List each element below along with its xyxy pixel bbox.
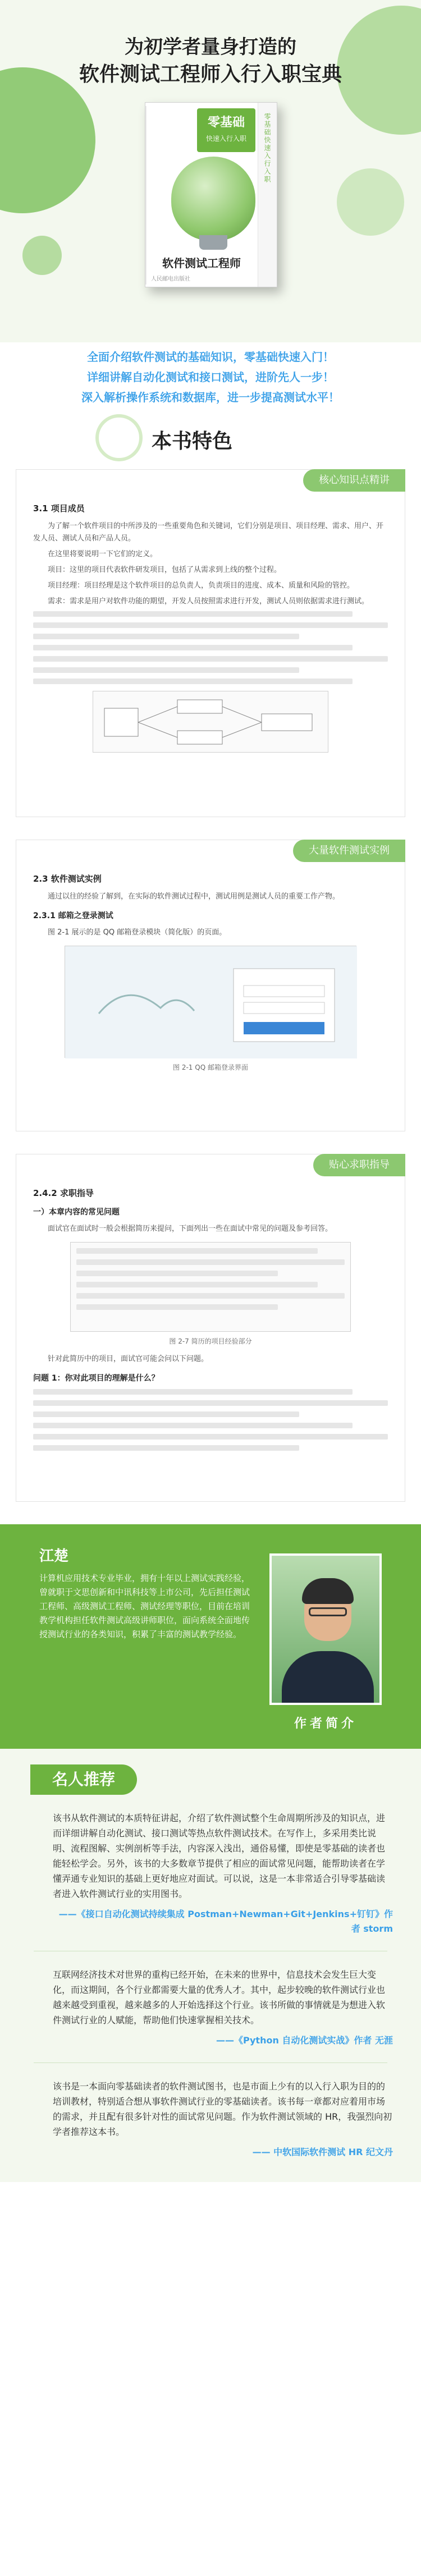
feature-tag: 贴心求职指导 [313, 1154, 405, 1176]
book-publisher: 人民邮电出版社 [151, 276, 190, 282]
recommend-source: —— 中软国际软件测试 HR 纪文丹 [252, 2147, 393, 2157]
recommend-source: ——《接口自动化测试持续集成 Postman+Newman+Git+Jenkins+钉钉》作者 storm [58, 1909, 393, 1934]
book-badge-line2: 快速入行入职 [205, 135, 246, 143]
recommend-source: ——《Python 自动化测试实战》作者 无涯 [216, 2035, 393, 2046]
book-badge [197, 108, 255, 152]
text-line [33, 1389, 353, 1395]
text-line [33, 1411, 299, 1417]
author-label: 作者简介 [294, 1717, 357, 1731]
lightbulb-illustration [171, 157, 255, 241]
text-line [33, 1445, 299, 1451]
feature-paragraph: 需求：需求是用户对软件功能的期望，开发人员按照需求进行开发，测试人员则依据需求进行测试。 [48, 597, 369, 606]
intro-lines [0, 342, 421, 407]
feature-paragraph: 在这里将要说明一下它们的定义。 [48, 550, 158, 558]
spacer [0, 1131, 421, 1154]
feature-content [16, 840, 405, 1085]
author-section [0, 1524, 421, 1749]
feature-paragraph: 通过以往的经验了解到，在实际的软件测试过程中，测试用例是测试人员的重要工作产物。 [48, 892, 340, 901]
text-line [76, 1304, 278, 1310]
hero-title-line1: 为初学者量身打造的 [125, 36, 296, 58]
email-login-figure [65, 946, 356, 1058]
feature-content [16, 1154, 405, 1468]
features-header [0, 407, 421, 469]
text-line [76, 1271, 278, 1276]
feature-paragraph: 面试官在面试时一般会根据简历来提问，下面列出一些在面试中常见的问题及参考回答。 [48, 1225, 333, 1233]
book-side-strip [258, 103, 277, 287]
feature-tag: 大量软件测试实例 [293, 840, 405, 862]
relationship-diagram-svg [93, 691, 329, 753]
text-line [33, 1434, 388, 1440]
author-name: 江楚 [39, 1548, 69, 1565]
placeholder-text-lines [33, 611, 388, 684]
hero-title-line2: 软件测试工程师入行入职宝典 [79, 63, 342, 86]
features-title: 本书特色 [152, 430, 233, 453]
book-title: 软件测试工程师 [162, 256, 241, 270]
book-spine-text: 零基础快速入行入职 [263, 113, 271, 184]
text-line [76, 1259, 345, 1265]
book-cover [145, 102, 277, 287]
text-line [76, 1248, 318, 1254]
recommend-text: 该书从软件测试的本质特征讲起，介绍了软件测试整个生命周期所涉及的知识点，进而详细讲解自动化测试、接口测试等热点软件测试技术。在写作上，多采用类比说明、流程图解、实例剖析等手法，内容深入浅出，通俗易懂，即使是零基础的读者也能轻松学会。另外，该书的大多数章节提供了相应的面试常见问题，能帮助读者在学懂弄通专业知识的基础上更好地应对面试。可以说，这是一本非常适合引导零基础读者进入软件测试行业的实用图书。 [53, 1813, 386, 1899]
relationship-diagram [93, 691, 328, 753]
decor-circle [0, 67, 95, 213]
text-line [33, 679, 353, 684]
resume-figure [70, 1242, 351, 1332]
decor-circle [22, 236, 62, 275]
intro-line: 深入解析操作系统和数据库，进一步提高测试水平！ [81, 391, 340, 404]
feature-block-2 [16, 840, 405, 1131]
placeholder-text-lines [33, 1389, 388, 1451]
recommend-card [30, 1964, 399, 2048]
recommend-card [30, 2075, 399, 2160]
recommend-title: 名人推荐 [30, 1764, 137, 1795]
figure-caption: 图 2-1 QQ 邮箱登录界面 [173, 1064, 248, 1071]
author-photo [269, 1553, 382, 1705]
author-bio: 计算机应用技术专业毕业，拥有十年以上测试实践经验，曾就职于文思创新和中讯科技等上市公司，先后担任测试工程师、高级测试工程师、测试经理等职位，目前在培训教学机构担任软件测试高级讲师职位，面向系统全面地传授测试行业的各类知识，积累了丰富的测试教学经验。 [39, 1573, 250, 1639]
feature-paragraph: 项目：这里的项目代表软件研发项目，包括了从需求到上线的整个过程。 [48, 566, 282, 574]
divider [34, 2062, 387, 2063]
feature-block-3 [16, 1154, 405, 1502]
decor-ring [95, 414, 143, 461]
feature-content [16, 470, 405, 767]
text-line [76, 1282, 318, 1287]
recommend-text: 该书是一本面向零基础读者的软件测试图书，也是市面上少有的以入行入职为目的的培训教材，特别适合想从事软件测试行业的零基础读者。该书每一章都对应着用市场的需求，并且配有很多针对性的面试常见问题。作为软件测试领域的 HR，我强烈向初学者推荐这本书。 [53, 2081, 392, 2137]
text-line [33, 622, 388, 628]
recommend-section [0, 1749, 421, 2182]
text-line [33, 656, 388, 662]
lightbulb-base [199, 235, 227, 250]
feature-heading: 2.3 软件测试实例 [33, 874, 102, 884]
book-badge-line1: 零基础 [207, 116, 245, 130]
feature-paragraph: 项目经理：项目经理是这个软件项目的总负责人，负责项目的进度、成本、质量和风险的管控。 [48, 581, 355, 590]
recommend-text: 互联网经济技术对世界的重构已经开始，在未来的世界中，信息技术会发生巨大变化，而这期间，各个行业都需要大量的优秀人才。其中，起步较晚的软件测试行业也越来越受到重视，越来越多的人开始选择这个行业。该书所做的事情就是为想进入软件测试行业的人赋能，帮助他们快速掌握相关技术。 [53, 1969, 386, 2025]
text-line [33, 667, 299, 673]
decor-circle [337, 168, 404, 236]
photo-hair [302, 1578, 354, 1604]
feature-question: 问题 1：你对此项目的理解是什么？ [33, 1374, 159, 1383]
text-line [76, 1293, 345, 1299]
text-line [33, 634, 299, 639]
feature-heading: 2.4.2 求职指导 [33, 1188, 94, 1198]
text-line [33, 1423, 353, 1428]
text-line [33, 1400, 388, 1406]
figure-caption: 图 2-7 简历的项目经验部分 [169, 1337, 252, 1345]
feature-subheading: 一）本章内容的常见问题 [33, 1208, 120, 1217]
spacer [0, 817, 421, 840]
recommend-card [30, 1807, 399, 1936]
feature-tag: 核心知识点精讲 [303, 469, 405, 492]
feature-paragraph: 针对此简历中的项目，面试官可能会问以下问题。 [48, 1355, 209, 1363]
photo-glasses [309, 1607, 347, 1616]
text-line [33, 611, 353, 617]
intro-line: 全面介绍软件测试的基础知识，零基础快速入门！ [87, 350, 334, 364]
feature-paragraph: 为了解一个软件项目的中所涉及的一些重要角色和关键词，它们分别是项目、项目经理、需求、用户、开发人员、测试人员和产品人员。 [33, 522, 384, 543]
feature-paragraph: 图 2-1 展示的是 QQ 邮箱登录模块（简化版）的页面。 [48, 928, 227, 937]
photo-body [282, 1651, 374, 1705]
feature-subheading: 2.3.1 邮箱之登录测试 [33, 911, 113, 920]
text-line [33, 645, 353, 650]
feature-block-1 [16, 469, 405, 817]
email-login-svg [65, 946, 357, 1058]
feature-heading: 3.1 项目成员 [33, 503, 85, 514]
intro-line: 详细讲解自动化测试和接口测试，进阶先人一步！ [87, 370, 334, 384]
hero-section [0, 0, 421, 342]
